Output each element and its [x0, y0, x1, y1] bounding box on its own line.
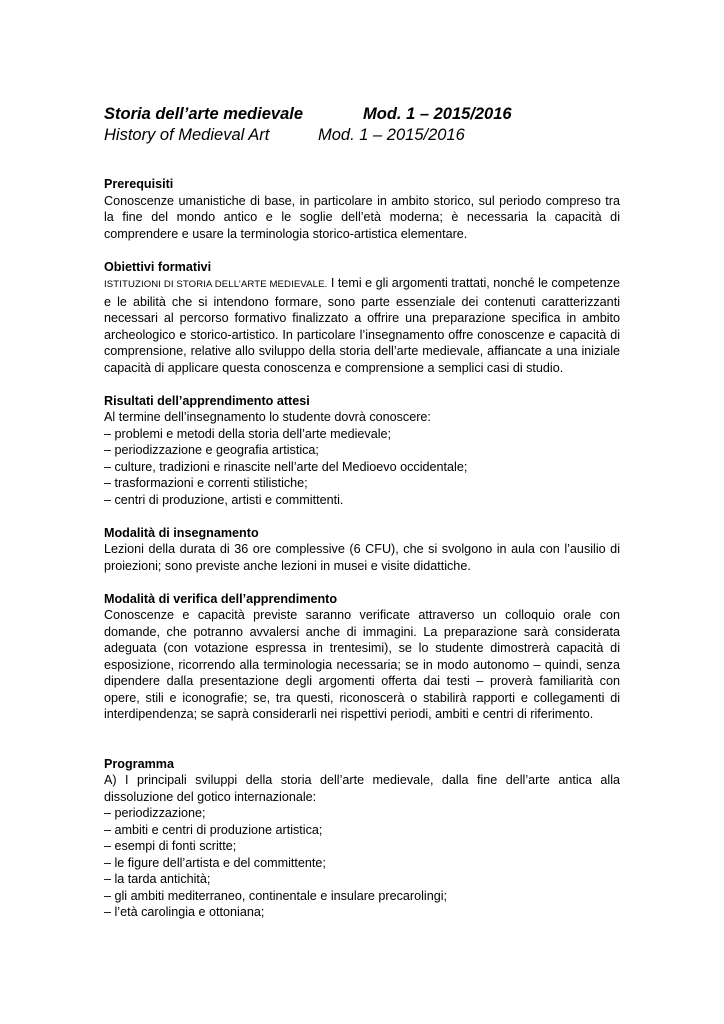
module-label-english: Mod. 1 – 2015/2016: [318, 126, 465, 144]
section-programma: [104, 756, 620, 921]
section-paragraph: Conoscenze e capacità previste saranno verificate attraverso un colloquio orale con domande, che potranno avvalersi anche di immagini. La preparazione sarà considerata adeguata (con votazione espressa in trentesimi), se lo studente dimostrerà capacità di esposizione, ricorrendo alla terminologia necessaria; se in modo autonomo – quindi, senza dipendere dalla presentazione degli argomenti offerta dai testi – proverà familiarità con opere, stili e iconografie; se, tra questi, riconoscerà o stabilirà rapporti e collegamenti di interdipendenza; se saprà considerarli nei rispettivi periodi, ambiti e centri di riferimento.: [104, 608, 620, 721]
list-item: – ambiti e centri di produzione artistica;: [104, 822, 323, 837]
section-obiettivi: [104, 259, 620, 377]
course-title-english: History of Medieval Art: [104, 126, 270, 144]
section-prerequisiti: [104, 176, 620, 242]
section-heading: Programma: [104, 756, 174, 771]
list-item: – esempi di fonti scritte;: [104, 839, 237, 853]
list-item: – le figure dell’artista e del committente;: [104, 855, 326, 870]
list-item: – periodizzazione e geografia artistica;: [104, 443, 319, 457]
list-item: – periodizzazione;: [104, 806, 206, 820]
document-body: [104, 176, 620, 937]
course-name-smallcaps: ISTITUZIONI DI STORIA DELL’ARTE MEDIEVALE.: [104, 279, 328, 290]
course-title-italian: Storia dell’arte medievale: [104, 105, 304, 123]
section-heading: Modalità di insegnamento: [104, 525, 259, 540]
list-item: – trasformazioni e correnti stilistiche;: [104, 476, 308, 490]
section-intro: A) I principali sviluppi della storia dell’arte medievale, dalla fine dell’arte antica alla dissoluzione del gotico internazionale:: [104, 773, 620, 804]
list-item: – centri di produzione, artisti e committenti.: [104, 492, 344, 507]
list-item: – la tarda antichità;: [104, 872, 211, 886]
section-paragraph: Conoscenze umanistiche di base, in particolare in ambito storico, sul periodo compreso tra la fine del mondo antico e le soglie dell’età moderna; è necessaria la capacità di comprendere e usare la terminologia storico-artistica elementare.: [104, 193, 620, 241]
section-risultati: [104, 393, 620, 509]
section-intro: Al termine dell’insegnamento lo studente dovrà conoscere:: [104, 410, 431, 424]
paragraph-text: I temi e gli argomenti trattati, nonché le competenze e le abilità che si intendono formare, sono parte essenziale dei contenuti caratterizzanti necessari al percorso formativo finalizzato a offrire una preparazione specifica in ambito archeologico e storico-artistico. In particolare l’insegnamento offre conoscenze e capacità di comprensione, relative allo sviluppo della storia dell’arte medievale, affiancate a una iniziale capacità di applicare questa conoscenza e comprensione a semplici casi di studio.: [104, 276, 621, 375]
spacer: [104, 739, 620, 756]
section-heading: Obiettivi formativi: [104, 259, 212, 274]
list-item: – l’età carolingia e ottoniana;: [104, 905, 265, 919]
section-paragraph: [104, 275, 620, 376]
section-heading: Prerequisiti: [104, 177, 174, 191]
list-item: – problemi e metodi della storia dell’arte medievale;: [104, 426, 392, 441]
list-item: – gli ambiti mediterraneo, continentale e insulare precarolingi;: [104, 888, 448, 903]
section-modalita-verifica: [104, 591, 620, 723]
module-label-italian: Mod. 1 – 2015/2016: [363, 105, 512, 123]
list-item: – culture, tradizioni e rinascite nell’arte del Medioevo occidentale;: [104, 459, 468, 474]
section-modalita-insegnamento: [104, 525, 620, 575]
section-heading: Modalità di verifica dell’apprendimento: [104, 591, 338, 606]
section-heading: Risultati dell’apprendimento attesi: [104, 393, 310, 408]
section-paragraph: Lezioni della durata di 36 ore complessive (6 CFU), che si svolgono in aula con l’ausilio di proiezioni; sono previste anche lezioni in musei e visite didattiche.: [104, 542, 620, 573]
